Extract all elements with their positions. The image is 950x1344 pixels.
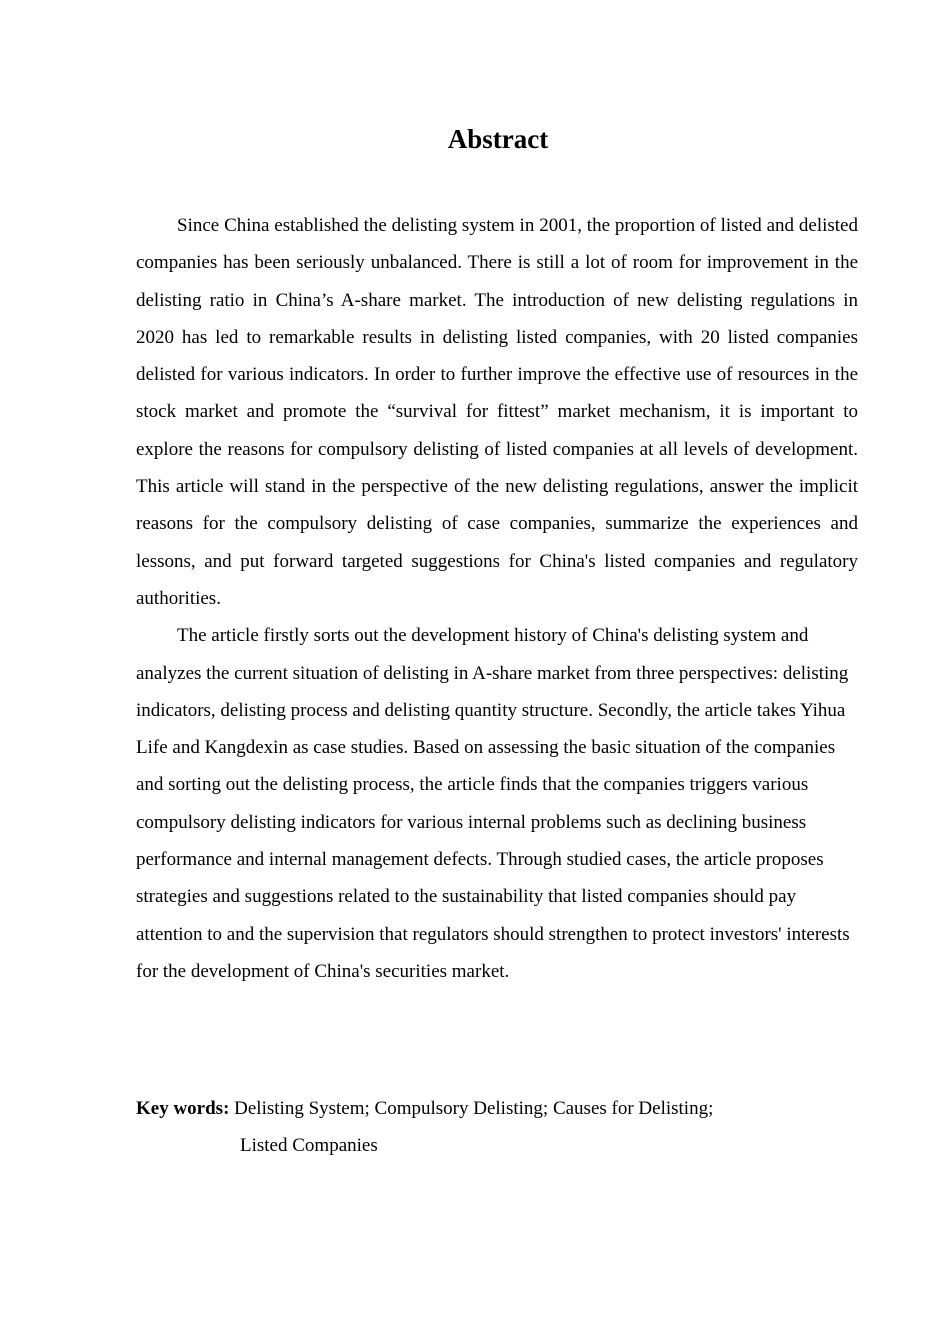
keywords-line-2: Listed Companies [240, 1135, 378, 1156]
keywords-label: Key words: [136, 1098, 230, 1119]
abstract-title: Abstract [447, 124, 549, 154]
abstract-paragraph-2: The article firstly sorts out the development history of China's delisting system and analyzes the current situation of delisting in A-share market from three perspectives: delisting indicators, delisting process and delisting quantity structure. Secondly, the article takes Yihua Life and Kangdexin as case studies. Based on assessing the basic situation of the companies and sorting out the delisting process, the article finds that the companies triggers various compulsory delisting indicators for various internal problems such as declining business performance and internal management defects. Through studied cases, the article proposes strategies and suggestions related to the sustainability that listed companies should pay attention to and the supervision that regulators should strengthen to protect investors' interests for the development of China's securities market. [136, 625, 850, 982]
abstract-paragraph-1: Since China established the delisting system in 2001, the proportion of listed and delisted companies has been seriously unbalanced. There is still a lot of room for improvement in the delisting ratio in China’s A-share market. The introduction of new delisting regulations in 2020 has led to remarkable results in delisting listed companies, with 20 listed companies delisted for various indicators. In order to further improve the effective use of resources in the stock market and promote the “survival for fittest” market mechanism, it is important to explore the reasons for compulsory delisting of listed companies at all levels of development. This article will stand in the perspective of the new delisting regulations, answer the implicit reasons for the compulsory delisting of case companies, summarize the experiences and lessons, and put forward targeted suggestions for China's listed companies and regulatory authorities. [136, 215, 858, 609]
keywords-line-1: Delisting System; Compulsory Delisting; Causes for Delisting; [229, 1098, 714, 1119]
keywords-section [136, 1090, 858, 1164]
abstract-body [136, 207, 858, 990]
